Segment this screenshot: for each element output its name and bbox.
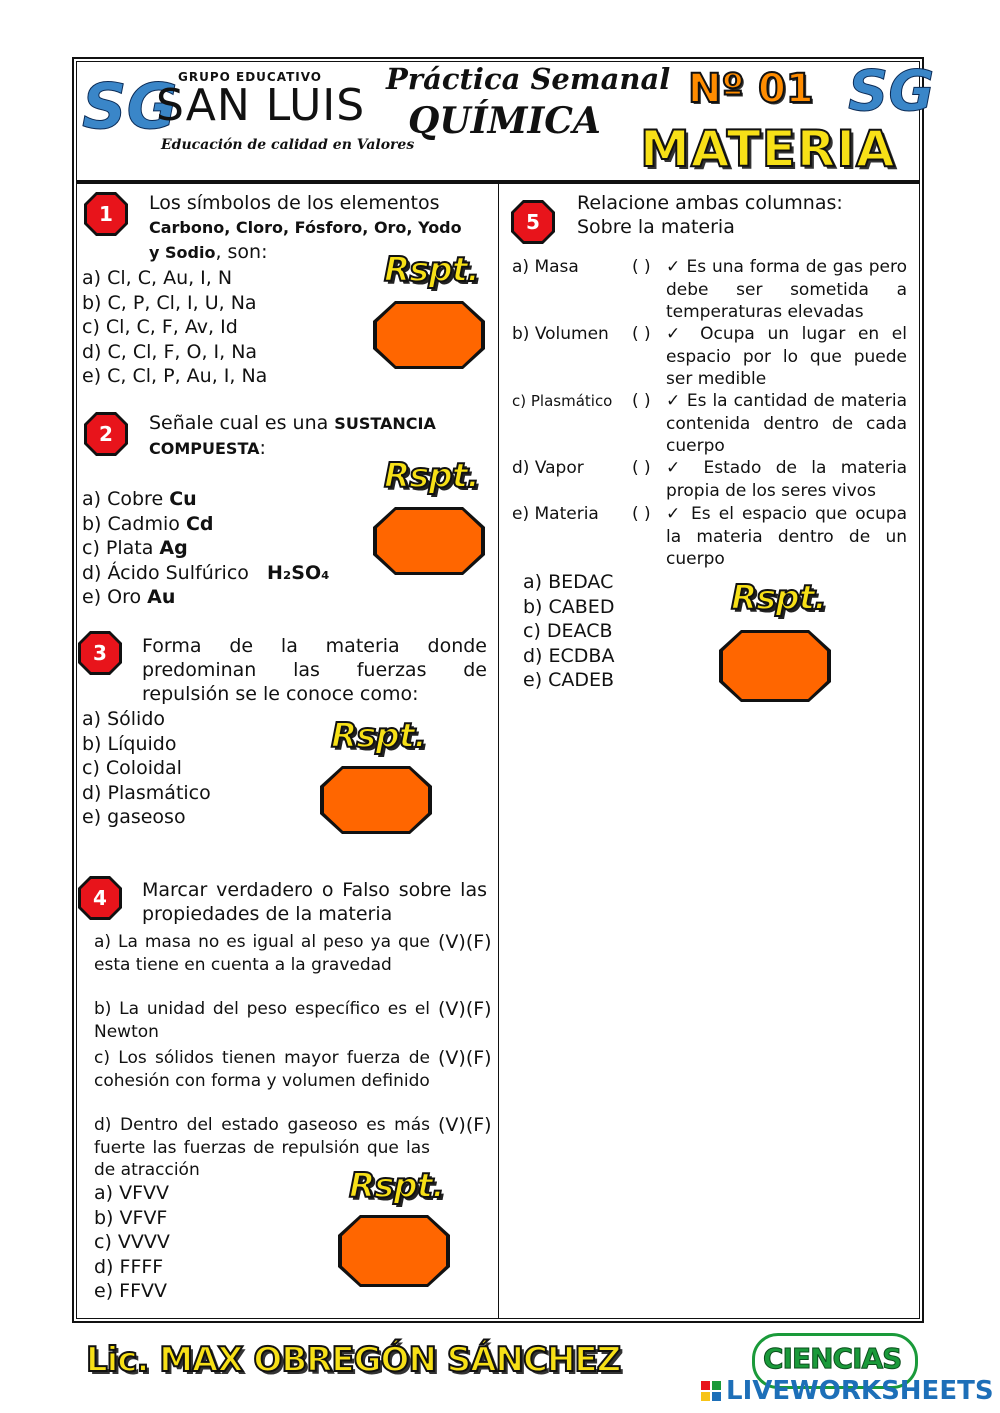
- match-left-a: a) Masa: [512, 257, 579, 277]
- option: c) DEACB: [523, 620, 613, 642]
- school-name: SAN LUIS: [156, 80, 366, 131]
- statement: c) Los sólidos tienen mayor fuerza de cohesión con forma y volumen definido: [94, 1048, 430, 1091]
- school-group-label: GRUPO EDUCATIVO: [178, 70, 322, 84]
- answer-box-5[interactable]: [717, 628, 833, 704]
- true-false-choice[interactable]: (V)(F): [438, 931, 492, 953]
- option: b) CABED: [523, 595, 615, 618]
- question-1-badge: [82, 190, 130, 238]
- sg-logo-right: SG: [848, 59, 935, 124]
- option: a) VFVV: [94, 1182, 170, 1204]
- question-4-text: Marcar verdadero o Falso sobre las propiedades de la materia: [142, 879, 487, 925]
- option: a) Cl, C, Au, I, N: [82, 267, 233, 289]
- match-left-d: d) Vapor: [512, 458, 584, 478]
- practice-title: Práctica Semanal: [386, 62, 671, 96]
- question-2-text: Señale cual es una SUSTANCIA COMPUESTA:: [149, 412, 436, 459]
- option: b) Líquido: [82, 732, 177, 755]
- question-4-options: [94, 1181, 170, 1304]
- answer-label: Rspt.: [384, 250, 479, 290]
- topic-title: MATERIA: [640, 120, 896, 178]
- match-blank[interactable]: ( ): [632, 257, 651, 277]
- liveworksheets-watermark: LIVEWORKSHEETS: [726, 1376, 994, 1406]
- option: d) C, Cl, F, O, I, Na: [82, 340, 258, 363]
- answer-box-3[interactable]: [318, 764, 434, 836]
- match-blank[interactable]: ( ): [632, 504, 651, 524]
- question-5-text: Relacione ambas columnas: Sobre la materia: [577, 192, 843, 238]
- question-4-number: 4: [93, 886, 107, 910]
- school-sg-logo: SG: [82, 70, 178, 143]
- answer-label: Rspt.: [731, 578, 826, 618]
- question-1-number: 1: [99, 202, 113, 226]
- answer-label: Rspt.: [384, 456, 479, 496]
- question-3-badge: [76, 629, 124, 677]
- option: e) Oro Au: [82, 586, 176, 608]
- match-left-b: b) Volumen: [512, 324, 609, 344]
- question-3-text: Forma de la materia donde predominan las fuerzas de repulsión se le conoce como:: [142, 635, 487, 705]
- option: e) CADEB: [523, 669, 615, 691]
- question-5-number: 5: [526, 210, 540, 234]
- match-right: ✓ Ocupa un lugar en el espacio por lo que puede ser medible: [666, 324, 907, 389]
- match-right: ✓ Estado de la materia propia de los seres vivos: [666, 458, 907, 501]
- question-5-badge: [509, 198, 557, 246]
- option: e) gaseoso: [82, 806, 186, 828]
- option: a) BEDAC: [523, 571, 614, 593]
- option: c) VVVV: [94, 1231, 170, 1253]
- option: d) FFFF: [94, 1255, 164, 1278]
- author-name: Lic. MAX OBREGÓN SÁNCHEZ: [86, 1340, 621, 1380]
- option: c) Plata Ag: [82, 537, 188, 559]
- worksheet-number: Nº 01: [688, 66, 814, 112]
- subject-title: QUÍMICA: [408, 100, 601, 142]
- match-left-e: e) Materia: [512, 504, 599, 524]
- school-tagline: Educación de calidad en Valores: [161, 137, 415, 153]
- answer-box-2[interactable]: [371, 505, 487, 577]
- question-5-options: [523, 570, 614, 693]
- question-2-badge: [82, 410, 130, 458]
- option: d) Plasmático: [82, 781, 211, 804]
- liveworksheets-icon: [700, 1380, 722, 1402]
- question-3-number: 3: [93, 641, 107, 665]
- question-3-options: [82, 707, 211, 830]
- match-left-c: c) Plasmático: [512, 392, 613, 410]
- match-right: ✓ Es el espacio que ocupa la materia dentro de un cuerpo: [666, 504, 907, 569]
- column-divider: [498, 184, 499, 1319]
- match-right: ✓ Es la cantidad de materia contenida dentro de cada cuerpo: [666, 391, 907, 456]
- true-false-choice[interactable]: (V)(F): [438, 1114, 492, 1136]
- question-2-options: [82, 487, 329, 610]
- statement: d) Dentro del estado gaseoso es más fuerte las fuerzas de repulsión que las de atracción: [94, 1115, 430, 1180]
- option: d) ECDBA: [523, 644, 615, 667]
- question-4-badge: [76, 874, 124, 922]
- option: b) Cadmio Cd: [82, 512, 214, 535]
- option: e) C, Cl, P, Au, I, Na: [82, 365, 268, 387]
- true-false-choice[interactable]: (V)(F): [438, 1047, 492, 1069]
- option: b) C, P, Cl, I, U, Na: [82, 291, 257, 314]
- ciencias-logo-text: CIENCIAS: [763, 1342, 902, 1375]
- statement: b) La unidad del peso específico es el Newton: [94, 999, 430, 1042]
- answer-label: Rspt.: [349, 1166, 444, 1206]
- option: a) Sólido: [82, 708, 166, 730]
- answer-box-4[interactable]: [336, 1213, 452, 1289]
- match-blank[interactable]: ( ): [632, 324, 651, 344]
- answer-box-1[interactable]: [371, 299, 487, 371]
- match-blank[interactable]: ( ): [632, 391, 651, 411]
- match-right: ✓ Es una forma de gas pero debe ser sometida a temperaturas elevadas: [666, 257, 907, 322]
- option: c) Coloidal: [82, 757, 182, 779]
- question-1-text: Los símbolos de los elementos Carbono, Cloro, Fósforo, Oro, Yodo y Sodio, son:: [149, 192, 462, 263]
- option: d) Ácido Sulfúrico H₂SO₄: [82, 561, 330, 584]
- match-blank[interactable]: ( ): [632, 458, 651, 478]
- option: c) Cl, C, F, Av, Id: [82, 316, 238, 338]
- true-false-choice[interactable]: (V)(F): [438, 998, 492, 1020]
- option: e) FFVV: [94, 1280, 167, 1302]
- answer-label: Rspt.: [331, 716, 426, 756]
- question-2-number: 2: [99, 422, 113, 446]
- option: b) VFVF: [94, 1206, 168, 1229]
- option: a) Cobre Cu: [82, 488, 197, 510]
- statement: a) La masa no es igual al peso ya que esta tiene en cuenta a la gravedad: [94, 932, 430, 975]
- question-1-options: [82, 266, 267, 389]
